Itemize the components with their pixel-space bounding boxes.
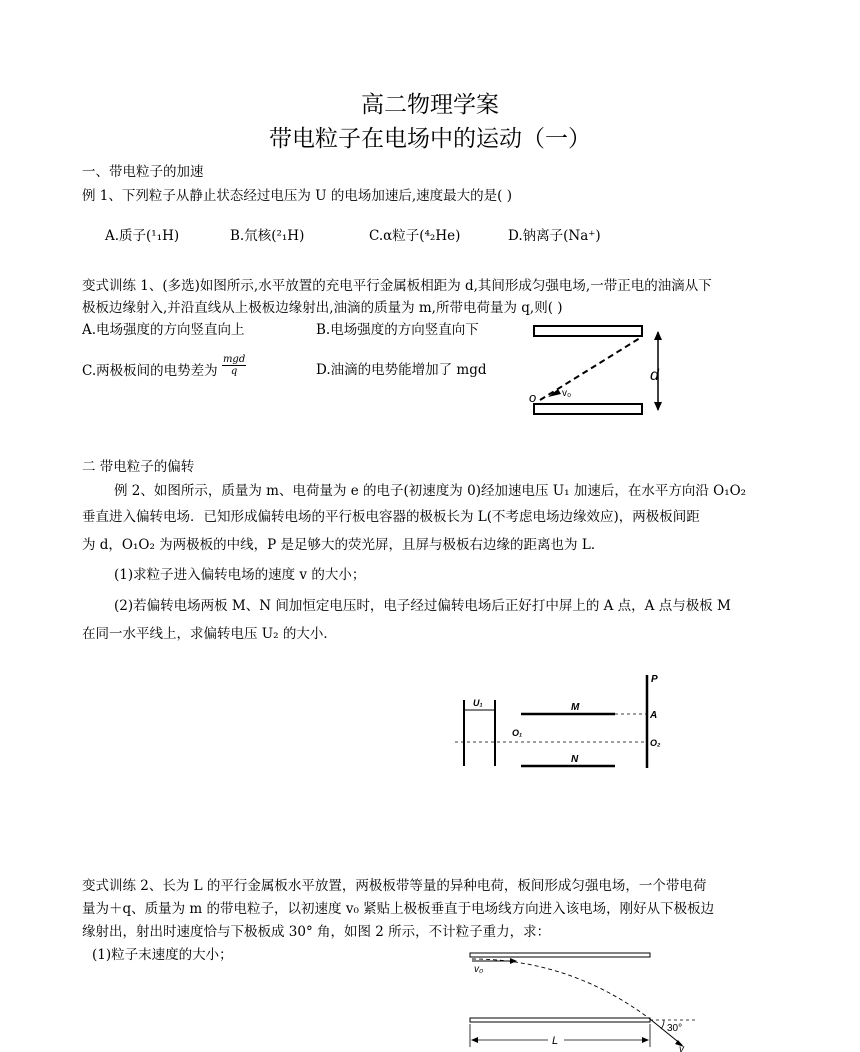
variant2-line2: 量为＋q、质量为 m 的带电粒子，以初速度 v₀ 紧贴上极板垂直于电场线方向进入该电场，刚好从下极板边 xyxy=(82,901,715,917)
label-l: L xyxy=(552,1035,559,1047)
label-n: N xyxy=(571,754,579,765)
figure-particle xyxy=(460,945,700,1052)
option-c-prefix: C.两极板间的电势差为 xyxy=(82,363,218,379)
particle-trajectory xyxy=(472,959,650,1019)
variant1-option-b: B.电场强度的方向竖直向下 xyxy=(316,322,479,338)
fraction-numerator: mgd xyxy=(222,354,246,365)
page-subtitle: 带电粒子在电场中的运动（一） xyxy=(269,126,591,152)
variant2-question1: (1)粒子末速度的大小； xyxy=(92,947,233,963)
label-d: d xyxy=(650,367,659,384)
label-angle: 30° xyxy=(667,1023,683,1034)
variant1-option-a: A.电场强度的方向竖直向上 xyxy=(82,322,245,338)
v0-arrow-head xyxy=(510,958,517,964)
figure-oil-drop xyxy=(526,318,676,424)
example2-question2-line1: (2)若偏转电场两板 M、N 间加恒定电压时，电子经过偏转电场后正好打中屏上的 A 点，A 点与极板 M xyxy=(114,598,731,614)
option-a: A.质子(¹₁H) xyxy=(105,228,180,244)
variant1-option-c xyxy=(82,354,246,383)
example2-question2-line2: 在同一水平线上，求偏转电压 U₂ 的大小． xyxy=(82,626,337,642)
example2-line2: 垂直进入偏转电场．已知形成偏转电场的平行板电容器的极板长为 L(不考虑电场边缘效应)，两极板间距 xyxy=(82,509,700,525)
option-d: D.钠离子(Na⁺) xyxy=(508,228,601,244)
length-arrow-left xyxy=(471,1037,478,1043)
variant1-line2: 极板边缘射入,并沿直线从上极板边缘射出,油滴的质量为 m,所带电荷量为 q,则( ) xyxy=(82,300,563,316)
lower-plate xyxy=(534,404,642,414)
example1-text: 例 1、下列粒子从静止状态经过电压为 U 的电场加速后,速度最大的是( ) xyxy=(82,188,512,204)
lower-plate-fig2 xyxy=(470,1018,650,1022)
label-m: M xyxy=(571,702,580,713)
example2-line3: 为 d，O₁O₂ 为两极板的中线，P 是足够大的荧光屏，且屏与极板右边缘的距离也为 L． xyxy=(82,537,605,553)
angle-arc xyxy=(661,1020,664,1029)
drop-trajectory xyxy=(540,338,640,400)
label-o1: O₁ xyxy=(512,728,523,738)
page-title: 高二物理学案 xyxy=(361,92,499,118)
upper-plate xyxy=(534,326,642,336)
fraction xyxy=(222,354,246,377)
variant1-option-d: D.油滴的电势能增加了 mgd xyxy=(316,362,487,378)
figure-deflection xyxy=(455,670,675,775)
length-arrow-right xyxy=(642,1037,649,1043)
label-u1: U₁ xyxy=(473,698,483,708)
variant2-line1: 变式训练 2、长为 L 的平行金属板水平放置，两极板带等量的异种电荷，板间形成匀强电场，一个带电荷 xyxy=(82,878,707,894)
option-c: C.α粒子(⁴₂He) xyxy=(369,228,461,244)
label-p: P xyxy=(651,674,658,685)
label-v: v xyxy=(679,1044,684,1052)
label-v0-fig2: v₀ xyxy=(474,964,484,975)
distance-arrow-top xyxy=(654,331,662,340)
upper-plate-fig2 xyxy=(470,953,650,957)
section1-heading: 一、带电粒子的加速 xyxy=(82,164,204,180)
variant1-line1: 变式训练 1、(多选)如图所示,水平放置的充电平行金属板相距为 d,其间形成匀强电场,一带正电的油滴从下 xyxy=(82,278,712,294)
option-b: B.氘核(²₁H) xyxy=(230,228,305,244)
label-o2: O₂ xyxy=(650,738,661,748)
label-a: A xyxy=(650,710,658,721)
label-v0: v₀ xyxy=(562,388,572,399)
example2-question1: (1)求粒子进入偏转电场的速度 v 的大小； xyxy=(114,567,366,583)
label-o: o xyxy=(529,390,537,405)
distance-arrow-bottom xyxy=(654,402,662,411)
fraction-denominator: q xyxy=(230,366,238,377)
variant2-line3: 缘射出，射出时速度恰与下极板成 30° 角，如图 2 所示，不计粒子重力，求： xyxy=(82,924,551,940)
example2-line1: 例 2、如图所示，质量为 m、电荷量为 e 的电子(初速度为 0)经加速电压 U₁ 加速后，在水平方向沿 O₁O₂ xyxy=(114,483,747,499)
section2-heading: 二 带电粒子的偏转 xyxy=(82,459,195,475)
